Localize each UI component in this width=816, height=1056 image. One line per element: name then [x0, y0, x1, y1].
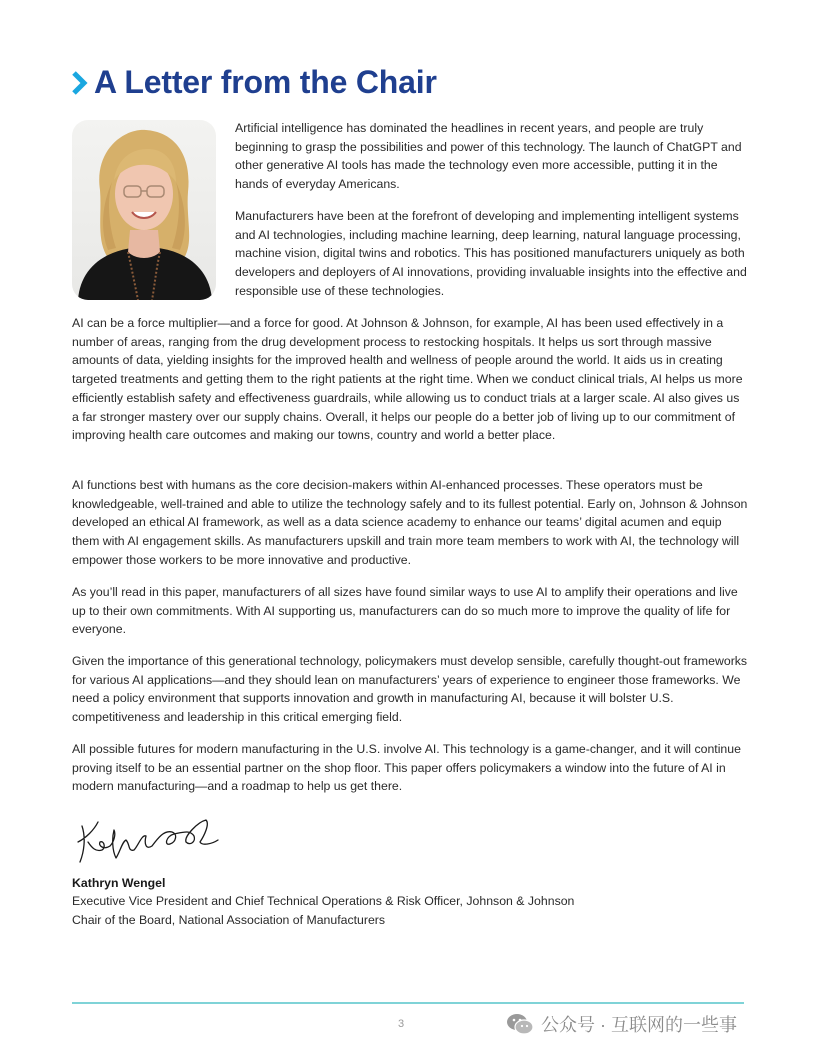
paragraph-4: AI functions best with humans as the core decision-makers within AI-enhanced processes. These operators must be knowledgeable, well-trained and able to utilize the technology safely and to its fullest potential. Early on, Johnson & Johnson developed an ethical AI framework, as well as a data science academy to enhance our teams’ digital acumen and equip them with AI engagement skills. As manufacturers upskill and train more team members to work with AI, the technology will empower those workers to be more innovative and productive. — [72, 478, 748, 567]
paragraph-1: Artificial intelligence has dominated the headlines in recent years, and people are truly beginning to grasp the possibilities and power of this technology. The launch of ChatGPT and other generative AI tools has made the technology even more accessible, putting it in the hands of everyday Americans. — [235, 121, 742, 192]
page-title — [70, 64, 437, 101]
signatory-title-line-2: Chair of the Board, National Association of Manufacturers — [72, 913, 386, 927]
watermark — [505, 1010, 737, 1038]
paragraph-3: AI can be a force multiplier—and a force for good. At Johnson & Johnson, for example, AI has been used effectively in a number of areas, ranging from the drug development process to restocking hospitals. It helps us sort through massive amounts of data, yielding insights for the improved health and wellness of people around the world. It aids us in creating targeted treatments and getting them to the right patients at the right time. When we conduct clinical trials, AI helps us more efficiently establish safety and effectiveness guardrails, while allowing us to conduct trials at a larger scale. AI also gives us a far stronger mastery over our supply chains. Overall, it helps our people do a better job of living up to our commitment of improving health care outcomes and making our towns, country and world a better place. — [72, 316, 743, 443]
watermark-text: 公众号 · 互联网的一些事 — [541, 1015, 737, 1035]
page-number: 3 — [398, 1018, 405, 1030]
author-portrait — [72, 120, 216, 300]
paragraph-7: All possible futures for modern manufacturing in the U.S. involve AI. This technology is a game-changer, and it will continue proving itself to be an essential partner on the shop floor. This paper offers policymakers a window into the future of AI in modern manufacturing—and a roadmap to help us get there. — [72, 742, 741, 794]
wechat-icon — [505, 1011, 535, 1037]
paragraph-2: Manufacturers have been at the forefront of developing and implementing intelligent systems and AI technologies, including machine learning, deep learning, natural language processing, machine vision, digital twins and robotics. This has positioned manufacturers uniquely as both developers and deployers of AI innovations, providing invaluable insights into the effective and responsible use of these technologies. — [235, 209, 747, 298]
page-title-text: A Letter from the Chair — [94, 64, 437, 100]
footer-divider — [72, 1002, 744, 1004]
signatory-name: Kathryn Wengel — [72, 876, 166, 890]
paragraph-6: Given the importance of this generational technology, policymakers must develop sensible, carefully thought-out frameworks for various AI applications—and they should lean on manufacturers’ years of experience to engineer those frameworks. We need a policy environment that supports innovation and growth in manufacturing AI, because it will bolster U.S. competitiveness and leadership in this critical emerging field. — [72, 654, 748, 725]
handwritten-signature — [72, 812, 222, 868]
paragraph-5: As you’ll read in this paper, manufacturers of all sizes have found similar ways to use AI to amplify their operations and live up to their own commitments. With AI supporting us, manufacturers can do so much more to improve the quality of life for everyone. — [72, 585, 738, 637]
chevron-right-icon — [70, 70, 90, 96]
signatory-title-line-1: Executive Vice President and Chief Technical Operations & Risk Officer, Johnson & Johnson — [72, 894, 575, 908]
